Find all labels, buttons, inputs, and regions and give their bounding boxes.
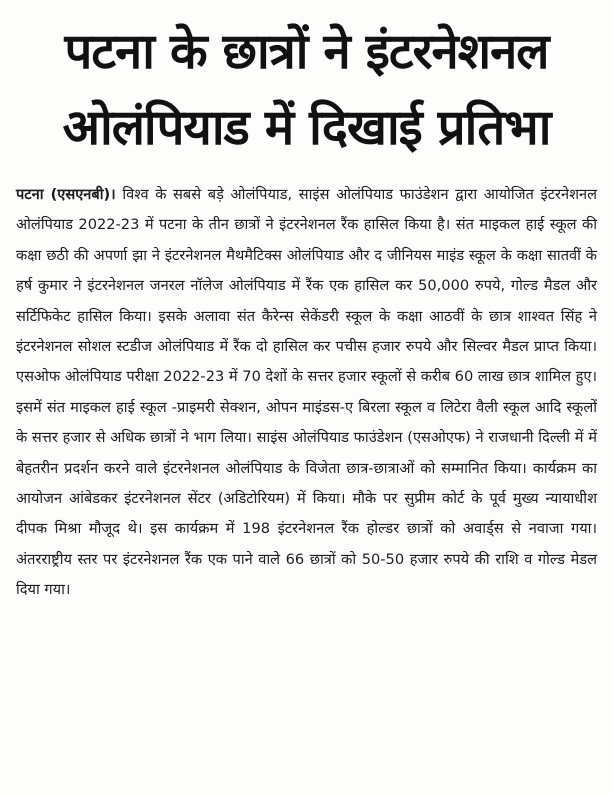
article-body [16, 180, 597, 606]
article-text: विश्व के सबसे बड़े ओलंपियाड, साइंस ओलंपियाड फाउंडेशन द्वारा आयोजित इंटरनेशनल ओलंपियाड 2022-23 में पटना के तीन छात्रों ने इंटरनेशनल रैंक हासिल किया है। संत माइकल हाई स्कूल की कक्षा छठी की अपर्णा झा ने इंटरनेशनल मैथमैटिक्स ओलंपियाड और द जीनियस माइंड स्कूल के कक्षा सातवीं के हर्ष कुमार ने इंटरनेशनल जनरल नॉलेज ओलंपियाड में रैंक एक हासिल कर 50,000 रुपये, गोल्ड मैडल और सर्टिफिकेट हासिल किया। इसके अलावा संत कैरेन्स सेकेंडरी स्कूल के कक्षा आठवीं के छात्र शाश्वत सिंह ने इंटरनेशनल सोशल स्टडीज ओलंपियाड में रैंक दो हासिल कर पचीस हजार रुपये और सिल्वर मैडल प्राप्त किया। एसओफ ओलंपियाड परीक्षा 2022-23 में 70 देशों के सत्तर हजार स्कूलों से करीब 60 लाख छात्र शामिल हुए। इसमें संत माइकल हाई स्कूल -प्राइमरी सेक्शन, ओपन माइंडस-ए बिरला स्कूल व लिटेरा वैली स्कूल आदि स्कूलों के सत्तर हजार से अधिक छात्रों ने भाग लिया। साइंस ओलंपियाड फाउंडेशन (एसओएफ) ने राजधानी दिल्ली में में बेहतरीन प्रदर्शन करने वाले इंटरनेशनल ओलंपियाड के विजेता छात्र-छात्राओं को सम्मानित किया। कार्यक्रम का आयोजन आंबेडकर इंटरनेशनल सेंटर (अडिटोरियम) में किया। मौके पर सुप्रीम कोर्ट के पूर्व मुख्य न्यायाधीश दीपक मिश्रा मौजूद थे। इस कार्यक्रम में 198 इंटरनेशनल रैंक होल्डर छात्रों को अवार्ड्स से नवाजा गया। अंतरराष्ट्रीय स्तर पर इंटरनेशनल रैंक एक पाने वाले 66 छात्रों को 50-50 हजार रुपये की राशि व गोल्ड मेडल दिया गया। [16, 186, 597, 599]
headline-line-1: पटना के छात्रों ने इंटरनेशनल [64, 23, 549, 80]
article-dateline: पटना (एसएनबी)। [16, 186, 116, 203]
headline-line-2: ओलंपियाड में दिखाई प्रतिभा [62, 99, 551, 156]
